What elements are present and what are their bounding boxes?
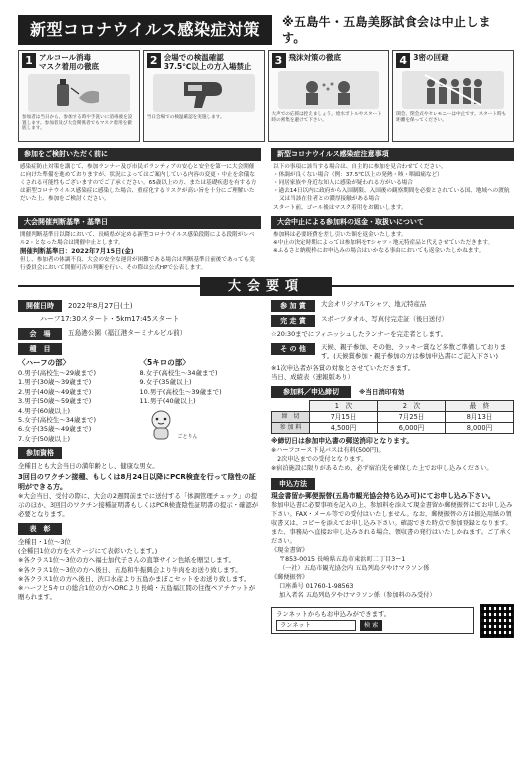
criteria-date: 開催判断基準日：2022年7月15日(金): [20, 246, 134, 255]
ranet-block: [271, 604, 514, 638]
award-line: ※各クラス1位〜3位の方へ後日、五島和牛振興会より牛肉をお送り致します。: [18, 565, 242, 574]
measure-2: [143, 50, 265, 142]
other-value: 天候、親子参加、その他、ラッキー賞など多数ご準備しております。(天候賞参加・親子参加の方は参加申込書にご記入下さい): [321, 342, 507, 360]
qr-code-icon[interactable]: [480, 604, 514, 638]
droplet-icon: [278, 71, 380, 109]
fee-row-label: 参 加 料: [272, 423, 310, 434]
category-item: 10.男子(高校生〜39歳まで): [139, 387, 222, 396]
venue-value: 五島港公園（福江港ターミナルビル前）: [68, 329, 187, 338]
measure-title: アルコール消毒 マスク着用の徹底: [39, 53, 99, 71]
other-note: ※1次申込者が各賞の対象とさせていただきます。: [271, 363, 415, 372]
deadline-cell: 8月13日: [446, 412, 514, 423]
category-item: 5.女子(高校生〜34歳まで): [18, 416, 97, 425]
category-item: 7.女子(50歳以上): [18, 434, 71, 443]
five-km-heading: 〈5キロの部〉: [139, 357, 190, 367]
consider-heading: 参加をご検討いただく前に: [18, 148, 261, 161]
category-item: 3.男子(50歳〜59歳まで): [18, 397, 92, 406]
cash-heading: 《現金書留》: [271, 546, 309, 554]
refund-item: ※ふるさと納税枠にお申込みの場合はいかなる事由においても返金いたしかねます。: [273, 247, 485, 254]
measure-number: 3: [272, 53, 286, 68]
covid-measures: [18, 50, 514, 142]
criteria-body-2: 但し、参加者の体調不良、大会の安全な運営が困難である場合は判断基準日前後であっても実行委員会において開催可否の判断を行い、その際は公式HPで公表します。: [20, 257, 255, 272]
measure-note: 大声での応援は控えましょう。給水ボトルやスタート時の密集を避けて下さい。: [271, 112, 382, 123]
rules-item: 以下の事項に該当する場合は、自主的に参加を見合わせてください。: [273, 164, 447, 170]
half-heading: 〈ハーフの部〉: [18, 357, 71, 367]
qualification-vaccine: 3回目のワクチン接種、もしくは8月24日以降にPCR検査を行って陰性の証明ができる方。: [18, 472, 256, 491]
participation-prize-value: 大会オリジナルTシャツ、地元特産品: [321, 300, 427, 309]
qualification-label: 参加資格: [18, 447, 62, 459]
category-item: 4.男子(60歳以上): [18, 406, 71, 415]
qualification-note: ※大会当日、受付の際に、大会の2週間前までに送付する「体調管理チェック」の提示のほか、3回目のワクチン接種証明書もしくはPCR検査陰性証明書の提示・確認が必要となります。: [18, 491, 259, 519]
rules-item: ・体調が良くない場合（例：37.5℃以上の発熱・咳・咽頭痛など）: [273, 172, 443, 179]
race-details: [18, 300, 514, 637]
category-item: 9.女子(35歳以上): [139, 378, 192, 387]
fee-header: 最 終: [446, 401, 514, 412]
award-line: (全種目1位の方をステージにて表彰いたします。): [18, 547, 158, 555]
participation-prize-label: 参 加 賞: [271, 300, 315, 312]
finish-cutoff-note: ☆20:30までにフィニッシュしたランナーを完走者とします。: [271, 330, 448, 339]
fee-cell: 8,000円: [446, 423, 514, 434]
consider-body: 感染症防止対策を講じて、参加ランナー及び市民ボランティアの安心と安全を第一に大会開催に向けた準備を進めておりますが、状況によってはご案内している内容の変更・中止を余儀なくされる可能性もございますのでご了承ください。65歳以上の方、または基礎疾患を有する方は新型コロナウイルス感染症に感染した場合、重症化するリスクが高い旨を十分にご理解いただいた上、参加をご検討ください。: [20, 164, 257, 203]
fee-table: [271, 400, 514, 434]
category-list: [18, 358, 261, 445]
measure-title: 飛沫対策の徹底: [288, 53, 341, 62]
measure-note: 当日会場での検温確認を実施します。: [146, 115, 225, 120]
rules-heading: 新型コロナウイルス感染症注意事項: [271, 148, 514, 161]
category-label: 種 目: [18, 343, 62, 355]
category-item: 2.男子(40歳〜49歳まで): [18, 387, 92, 396]
crowd-icon: [402, 71, 504, 109]
refund-heading: 大会中止による参加料の返金・取扱いについて: [271, 216, 514, 229]
taikai-title-band: [18, 276, 514, 296]
info-grid: [18, 148, 514, 272]
award-line: ※各クラス1位〜3位の方へ福士加代子さんの直筆サイン色紙を贈呈します。: [18, 556, 235, 565]
category-item: 11.男子(40歳以上): [139, 397, 196, 406]
refund-item: 参加料は必要経費を差し引いた額を返金いたします。: [273, 231, 407, 238]
measure-note: 開会、閉会式やセレモニーは中止です。スタート時も距離を保ってください。: [396, 112, 507, 123]
cash-line: （一社）五島市観光協会内 五島列島夕やけマラソン係: [279, 564, 430, 572]
postal-line: 加入者名 五島列島夕やけマラソン係（参加料のみ受付）: [279, 591, 436, 599]
ranet-text: ランネットからもお申込みができます。: [276, 609, 391, 618]
category-item: 0.男子(高校生〜29歳まで): [18, 368, 97, 377]
fee-note: ※宿泊施設に限りがあるため、必ず宿泊先を確保した上でお申し込みください。: [271, 464, 493, 472]
apply-body: 参加申込書に必要事項を記入の上、参加料を添えて現金書留か郵便振替にてお申し込み下さい。FAX・メール等での受付はいたしません。なお、郵便振替の方は振込用紙の領収書又は、コピーを添えてお申し込み下さい。確認できた時点で参加登録となります。また、事務局へ直接お申し込みされる場合、領収書の発行はいたしかねます。ご了承ください。: [271, 501, 513, 545]
covid-header: [18, 14, 514, 46]
measure-title: 会場での検温確認 37.5℃以上の方入場禁止: [163, 53, 252, 71]
award-line: ※ハーフと5キロの総合1位の方へORCより長崎・五島福江間の往復ペアチケットが贈られます。: [18, 584, 256, 602]
right-column: [271, 300, 514, 637]
fee-notes-bold: ※締切日は参加申込書の郵送消印となります。: [271, 437, 414, 446]
fee-cell: 4,500円: [310, 423, 378, 434]
fee-header: 2 次: [378, 401, 446, 412]
measure-3: [268, 50, 390, 142]
thermometer-icon: [153, 74, 255, 112]
criteria-section: [18, 216, 261, 273]
rules-item: スタート前、ゴール後はマスク着用をお願いします。: [273, 204, 407, 211]
cash-line: 〒853-0015 長崎県五島市東浜町二丁目3ー1: [279, 555, 406, 563]
ranet-search-input[interactable]: ランネット: [276, 620, 356, 631]
category-item: 8.女子(高校生〜34歳まで): [139, 368, 218, 377]
taikai-title: 大会要項: [200, 277, 332, 297]
measure-4: [392, 50, 514, 142]
fee-label: 参加料／申込締切: [271, 386, 351, 398]
mascot-caption: ごとりん: [177, 433, 198, 440]
covid-title: 新型コロナウイルス感染症対策: [18, 15, 272, 45]
rules-section: [271, 148, 514, 212]
fee-note: 2次申込までの受付となります。: [271, 455, 368, 463]
criteria-body: 開催判断基準日以降において、長崎県が定める新型コロナウイルス感染段階による段階がレベル2・となった場合は開催中止とします。: [20, 231, 255, 246]
refund-section: [271, 216, 514, 273]
measure-note: 参加者は当日から、参加する時や手洗いに消毒液を設置します。参加者及び大会関係者でもマスク着用を徹底します。: [22, 115, 133, 132]
start-times: ハーフ17:30スタート・5km17:45スタート: [40, 315, 180, 324]
award-line: ※各クラス1位の方へ後日、渋口水産より五島かまぼこセットをお送り致します。: [18, 574, 251, 583]
mascot-illustration: [146, 409, 176, 441]
consider-section: [18, 148, 261, 212]
fee-cell: 6,000円: [378, 423, 446, 434]
deadline-cell: 7月25日: [378, 412, 446, 423]
other-label: そ の 他: [271, 343, 315, 355]
fee-header: 1 次: [310, 401, 378, 412]
category-item: 6.女子(35歳〜49歳まで): [18, 425, 92, 434]
date-value: 2022年8月27日(土): [68, 301, 133, 310]
left-column: [18, 300, 261, 637]
postal-line: 口座番号 01760-1-98563: [279, 582, 354, 590]
measure-number: 2: [147, 53, 161, 68]
fee-note: ※ハーフコース下見バスは有料(500円)。: [271, 447, 385, 454]
deadline-label: 締 切: [272, 412, 310, 423]
postal-heading: 《郵便振替》: [271, 573, 309, 581]
other-note-2: 当日、成績表（速報版あり）: [271, 372, 355, 381]
venue-label: 会 場: [18, 328, 62, 340]
finisher-prize-value: スポーツタオル、写真付完走証（後日送付）: [321, 315, 448, 324]
finisher-prize-label: 完 走 賞: [271, 315, 315, 327]
deadline-cell: 7月15日: [310, 412, 378, 423]
ranet-search-button[interactable]: 検 索: [360, 620, 382, 631]
tasting-cancel-notice: ※五島牛・五島美豚試食会は中止します。: [282, 14, 491, 45]
rules-item: ・同居家族や身近な知人に感染が疑われる方がいる場合: [273, 180, 413, 187]
award-line: 全種目・1位〜3位: [18, 537, 71, 546]
category-item: 1.男子(30歳〜39歳まで): [18, 378, 92, 387]
measure-1: [18, 50, 140, 142]
qualification-text: 全種目とも大会当日の満年齢とし、健康な男女。: [18, 462, 159, 471]
rules-item: ・過去14日以内に政府から入国制限、入国後の観察期間を必要とされている国、地域への渡航又は当該在住者との濃厚接触がある場合: [273, 188, 510, 203]
date-label: 開催日時: [18, 300, 62, 312]
apply-label: 申込方法: [271, 478, 315, 490]
apply-bold: 現金書留か郵便振替(五島市観光協会持ち込み可)にてお申し込み下さい。: [271, 491, 495, 500]
criteria-heading: 大会開催判断基準・基準日: [18, 216, 261, 229]
measure-title: 3密の回避: [413, 53, 449, 62]
measure-number: 4: [396, 53, 410, 68]
refund-item: ※中止の決定時期によっては参加料をTシャツ・地元特産品と代えさせていただきます。: [273, 239, 494, 246]
fee-postmark-note: ※当日消印有効: [359, 387, 405, 396]
hand-sanitizer-icon: [28, 74, 130, 112]
award-label: 表 彰: [18, 523, 62, 535]
measure-number: 1: [22, 53, 36, 68]
